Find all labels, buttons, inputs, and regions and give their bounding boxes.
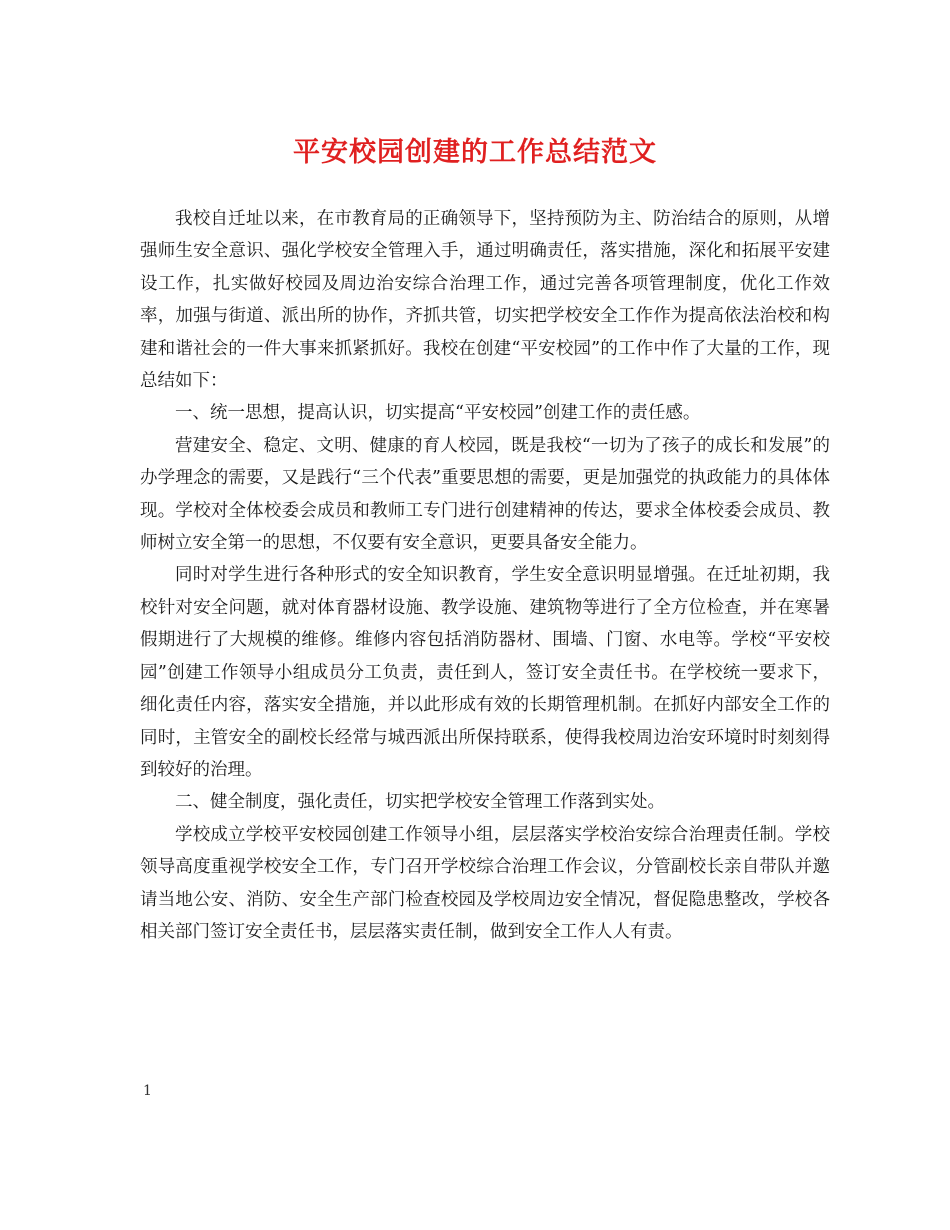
section-heading-2: 二、健全制度，强化责任，切实把学校安全管理工作落到实处。 <box>175 792 665 813</box>
section-heading-1: 一、统一思想，提高认识，切实提高“平安校园”创建工作的责任感。 <box>175 403 701 424</box>
paragraph-section2-a: 学校成立学校平安校园创建工作领导小组，层层落实学校治安综合治理责任制。学校领导高度重视学校安全工作，专门召开学校综合治理工作会议，分管副校长亲自带队并邀请当地公安、消防、安全生产部门检查校园及学校周边安全情况，督促隐患整改，学校各相关部门签订安全责任书，层层落实责任制，做到安全工作人人有责。 <box>140 824 830 942</box>
document-body <box>140 203 830 948</box>
page-number: 1 <box>143 1083 152 1099</box>
paragraph-section1-b: 同时对学生进行各种形式的安全知识教育，学生安全意识明显增强。在迁址初期，我校针对安全问题，就对体育器材设施、教学设施、建筑物等进行了全方位检查，并在寒暑假期进行了大规模的维修。维修内容包括消防器材、围墙、门窗、水电等。学校“平安校园”创建工作领导小组成员分工负责，责任到人，签订安全责任书。在学校统一要求下，细化责任内容，落实安全措施，并以此形成有效的长期管理机制。在抓好内部安全工作的同时，主管安全的副校长经常与城西派出所保持联系，使得我校周边治安环境时时刻刻得到较好的治理。 <box>140 565 830 780</box>
paragraph-section1-a: 营建安全、稳定、文明、健康的育人校园，既是我校“一切为了孩子的成长和发展”的办学理念的需要，又是践行“三个代表”重要思想的需要，更是加强党的执政能力的具体体现。学校对全体校委会成员和教师工专门进行创建精神的传达，要求全体校委会成员、教师树立安全第一的思想，不仅要有安全意识，更要具备安全能力。 <box>140 435 830 554</box>
document-title: 平安校园创建的工作总结范文 <box>293 137 657 168</box>
paragraph-intro: 我校自迁址以来，在市教育局的正确领导下，坚持预防为主、防治结合的原则，从增强师生安全意识、强化学校安全管理入手，通过明确责任，落实措施，深化和拓展平安建设工作，扎实做好校园及周边治安综合治理工作，通过完善各项管理制度，优化工作效率，加强与街道、派出所的协作，齐抓共管，切实把学校安全工作作为提高依法治校和构建和谐社会的一件大事来抓紧抓好。我校在创建“平安校园”的工作中作了大量的工作，现总结如下： <box>140 209 830 392</box>
